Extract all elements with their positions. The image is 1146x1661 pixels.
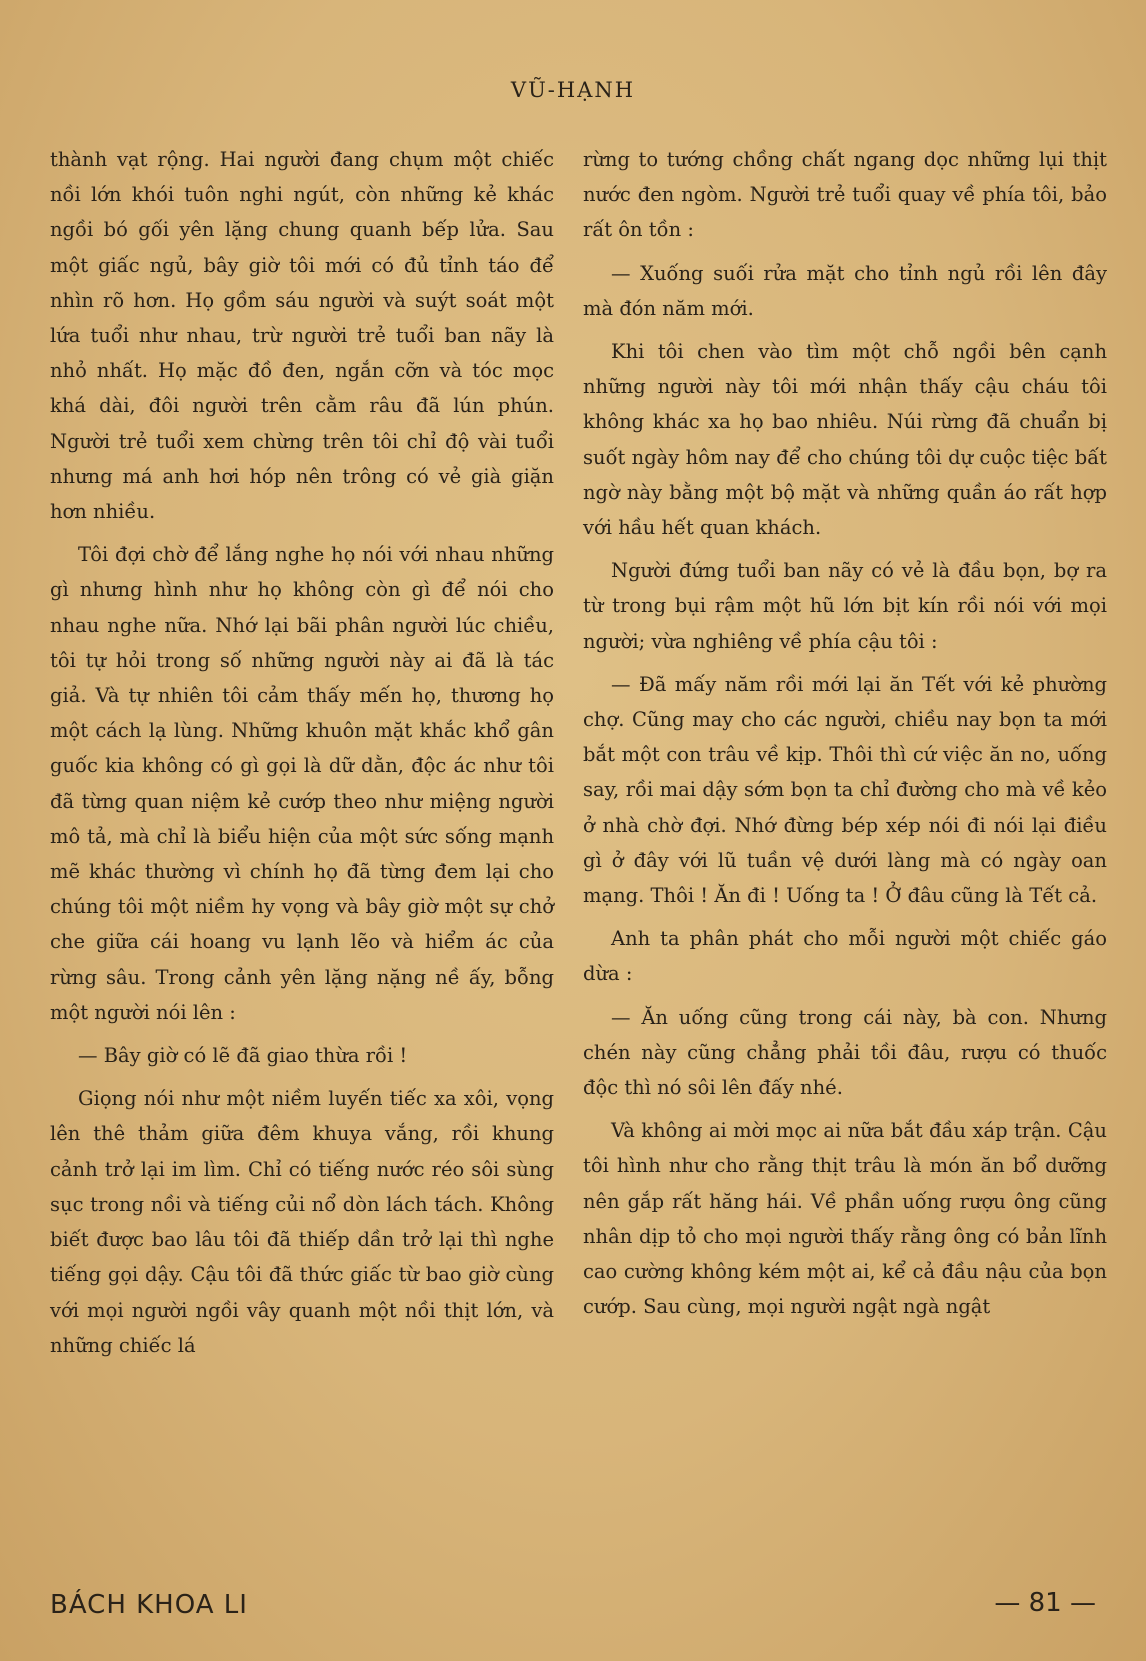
paragraph: Giọng nói như một niềm luyến tiếc xa xôi, vọng lên thê thảm giữa đêm khuya vắng, rồi khung cảnh trở lại im lìm. Chỉ có tiếng nước réo sôi sùng sục trong nồi và tiếng củi nổ dòn lách tách. Không biết được bao lâu tôi đã thiếp dần trở lại thì nghe tiếng gọi dậy. Cậu tôi đã thức giấc từ bao giờ cùng với mọi người ngồi vây quanh một nồi thịt lớn, và những chiếc lá <box>50 1087 554 1357</box>
page-header-author: VŨ-HẠNH <box>510 78 636 102</box>
page-number: — 81 — <box>994 1588 1096 1618</box>
paragraph: thành vạt rộng. Hai người đang chụm một chiếc nồi lớn khói tuôn nghi ngút, còn những kẻ khác ngồi bó gối yên lặng chung quanh bếp lửa. Sau một giấc ngủ, bây giờ tôi mới có đủ tỉnh táo để nhìn rõ hơn. Họ gồm sáu người và suýt soát một lứa tuổi như nhau, trừ người trẻ tuổi ban nãy là nhỏ nhất. Họ mặc đồ đen, ngắn cỡn và tóc mọc khá dài, đôi người trên cằm râu đã lún phún. Người trẻ tuổi xem chừng trên tôi chỉ độ vài tuổi nhưng má anh hơi hóp nên trông có vẻ già giặn hơn nhiều. <box>50 148 554 524</box>
paragraph: Người đứng tuổi ban nãy có vẻ là đầu bọn, bợ ra từ trong bụi rậm một hũ lớn bịt kín rồi nói với mọi người; vừa nghiêng về phía cậu tôi : <box>583 559 1107 653</box>
paragraph: Tôi đợi chờ để lắng nghe họ nói với nhau những gì nhưng hình như họ không còn gì để nói cho nhau nghe nữa. Nhớ lại bãi phân người lúc chiều, tôi tự hỏi trong số những người này ai đã là tác giả. Và tự nhiên tôi cảm thấy mến họ, thương họ một cách lạ lùng. Những khuôn mặt khắc khổ gân guốc kia không có gì gọi là dữ dằn, độc ác như tôi đã từng quan niệm kẻ cướp theo như miệng người mô tả, mà chỉ là biểu hiện của một sức sống mạnh mẽ khác thường vì chính họ đã từng đem lại cho chúng tôi một niềm hy vọng và bây giờ một sự chở che giữa cái hoang vu lạnh lẽo và hiểm ác của rừng sâu. Trong cảnh yên lặng nặng nề ấy, bỗng một người nói lên : <box>50 543 554 1024</box>
paragraph: Và không ai mời mọc ai nữa bắt đầu xáp trận. Cậu tôi hình như cho rằng thịt trâu là món ăn bổ dưỡng nên gắp rất hăng hái. Về phần uống rượu ông cũng nhân dịp tỏ cho mọi người thấy rằng ông có bản lĩnh cao cường không kém một ai, kể cả đầu nậu của bọn cướp. Sau cùng, mọi người ngật ngà ngật <box>583 1119 1107 1319</box>
paragraph: — Bây giờ có lẽ đã giao thừa rồi ! <box>78 1044 408 1068</box>
paragraph: Khi tôi chen vào tìm một chỗ ngồi bên cạnh những người này tôi mới nhận thấy cậu cháu tôi không khác xa họ bao nhiêu. Núi rừng đã chuẩn bị suốt ngày hôm nay để cho chúng tôi dự cuộc tiệc bất ngờ này bằng một bộ mặt và những quần áo rất hợp với hầu hết quan khách. <box>583 340 1107 540</box>
left-column <box>50 142 554 1371</box>
paragraph: — Đã mấy năm rồi mới lại ăn Tết với kẻ phường chợ. Cũng may cho các người, chiều nay bọn ta mới bắt một con trâu về kịp. Thôi thì cứ việc ăn no, uống say, rồi mai dậy sớm bọn ta chỉ đường cho mà về kẻo ở nhà chờ đợi. Nhớ đừng bép xép nói đi nói lại điều gì ở đây với lũ tuần vệ dưới làng mà có ngày oan mạng. Thôi ! Ăn đi ! Uống ta ! Ở đâu cũng là Tết cả. <box>583 672 1107 908</box>
paragraph: — Xuống suối rửa mặt cho tỉnh ngủ rồi lên đây mà đón năm mới. <box>583 261 1107 320</box>
right-column <box>583 142 1107 1333</box>
paragraph: Anh ta phân phát cho mỗi người một chiếc gáo dừa : <box>583 927 1107 986</box>
paragraph: — Ăn uống cũng trong cái này, bà con. Nhưng chén này cũng chẳng phải tồi đâu, rượu có thuốc độc thì nó sôi lên đấy nhé. <box>583 1005 1107 1100</box>
paragraph: rừng to tướng chồng chất ngang dọc những lụi thịt nước đen ngòm. Người trẻ tuổi quay về phía tôi, bảo rất ôn tồn : <box>583 148 1107 242</box>
magazine-title: BÁCH KHOA LI <box>50 1590 248 1620</box>
